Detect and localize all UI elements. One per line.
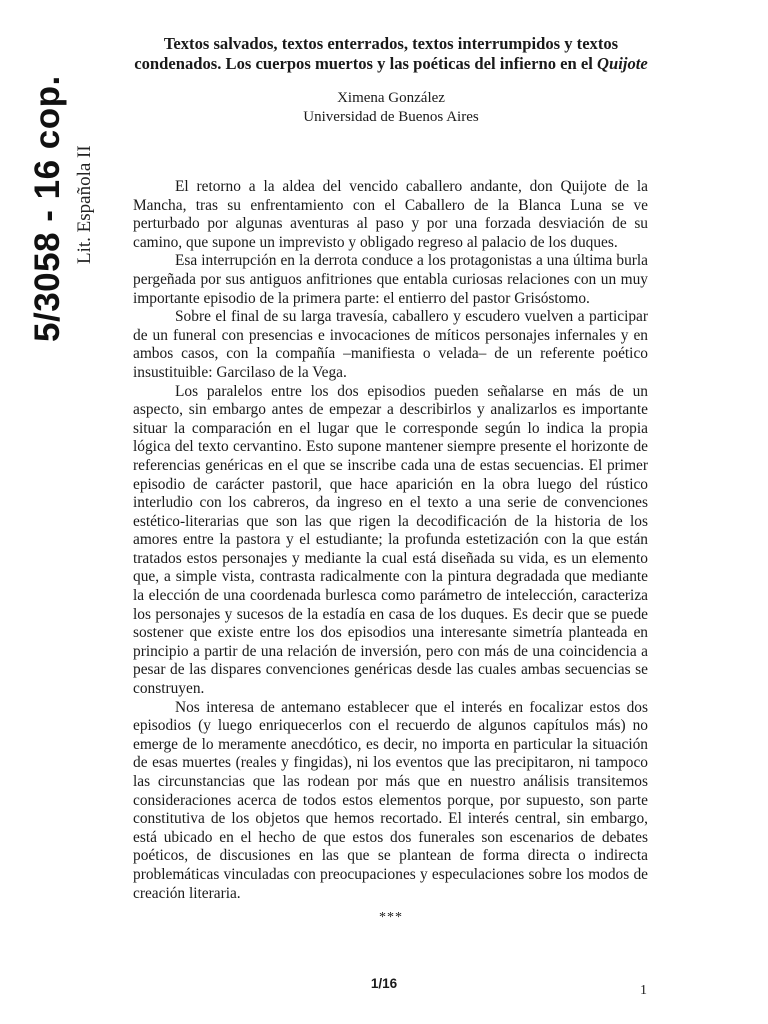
author-name: Ximena González: [337, 90, 445, 106]
body-paragraph: Nos interesa de antemano establecer que el interés en focalizar estos dos episodios (y luego enriquecerlos con el recuerdo de algunos capítulos más) no emerge de lo meramente anecdótico, es decir, no importa en particular la situación de esas muertes (reales y fingidas), ni los eventos que las precipitaron, ni tampoco las circunstancias que las rodean por más que en nuestro análisis transitemos consideraciones acerca de todos estos elementos porque, por supuesto, son parte constitutiva de los objetos que hemos recortado. El interés central, sin embargo, está ubicado en el hecho de que estos dos funerales son escenarios de debates poéticos, de discusiones en las que se plantean de forma directa o indirecta problemáticas vinculadas con preocupaciones y especulaciones sobre los modos de creación literaria.: [133, 698, 648, 902]
body-paragraph: Esa interrupción en la derrota conduce a los protagonistas a una última burla pergeñada por sus antiguos anfitriones que entabla curiosas relaciones con un muy importante episodio de la primera parte: el entierro del pastor Grisóstomo.: [133, 252, 648, 307]
article-body: [133, 178, 648, 903]
body-paragraph: Los paralelos entre los dos episodios pueden señalarse en más de un aspecto, sin embargo antes de empezar a describirlos y analizarlos es importante situar la comparación en el lugar que le corresponde según lo indica la propia lógica del texto cervantino. Esto supone mantener siempre presente el horizonte de referencias genéricas en el que se inscribe cada una de estas secuencias. El primer episodio de carácter pastoril, que hace aparición en la obra luego del rústico interludio con los cabreros, da ingreso en el texto a una serie de convenciones estético-literarias que son las que rigen la decodificación de la historia de los amores entre la pastora y el estudiante; la profunda estetización con la que están tratados estos personajes y mediante la cual está diseñada su vida, es un elemento que, a simple vista, contrasta radicalmente con la pintura degradada que mediante la elección de una coordenada burlesca como parámetro de intelección, caracteriza los personajes y sucesos de la estadía en casa de los duques. Es decir que se puede sostener que existe entre los dos episodios una interesante simetría planteada en principio a partir de una relación de inversión, pero con más de una coincidencia a pesar de las dispares convenciones genéricas desde las cuales ambas secuencias se construyen.: [133, 382, 648, 698]
article-title-text: Textos salvados, textos enterrados, textos interrumpidos y textos condenados. Los cuerpos muertos y las poéticas del infierno en el: [134, 34, 619, 73]
course-annotation: Lit. Española II: [74, 145, 95, 264]
page-counter: 1/16: [370, 976, 398, 991]
body-paragraph: Sobre el final de su larga travesía, caballero y escudero vuelven a participar de un funeral con presencias e invocaciones de míticos personajes infernales y en ambos casos, con la compañía –manifiesta o velada– de un referente poético insustituible: Garcilaso de la Vega.: [133, 308, 648, 381]
article-title-italic: Quijote: [597, 54, 648, 73]
body-paragraph: El retorno a la aldea del vencido caballero andante, don Quijote de la Mancha, tras su enfrentamiento con el Caballero de la Blanca Luna se ve perturbado por algunas aventuras al paso y por una forzada desviación de su camino, que supone un imprevisto y obligado regreso al palacio de los duques.: [133, 178, 648, 251]
author-affiliation: Universidad de Buenos Aires: [303, 109, 479, 125]
article-title: [128, 34, 654, 74]
copy-count-stamp: 5/3058 - 16 cop.: [28, 75, 67, 342]
page-number: 1: [640, 983, 647, 998]
section-separator: ***: [379, 910, 403, 925]
article-header: [128, 34, 654, 127]
